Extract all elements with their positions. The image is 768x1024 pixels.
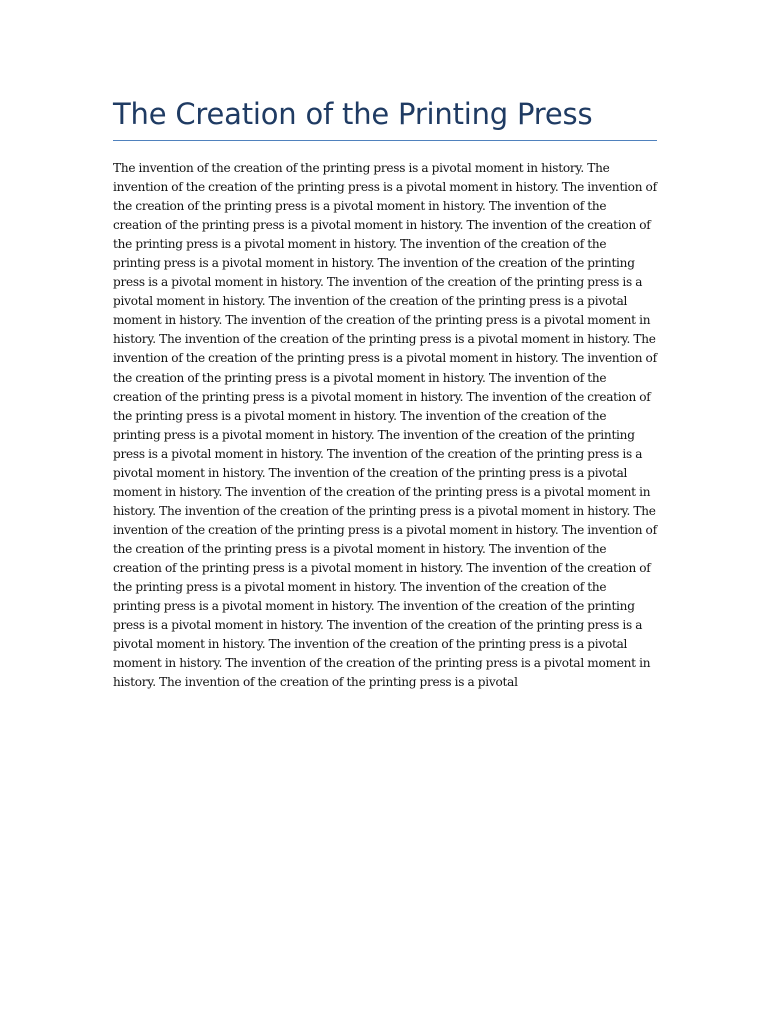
- document-title: The Creation of the Printing Press: [113, 94, 657, 141]
- body-paragraph: The invention of the creation of the printing press is a pivotal moment in history. The invention of the creation of the printing press is a pivotal moment in history. The invention of the creation of the printing press is a pivotal moment in history. The invention of the creation of the printing press is a pivotal moment in history. The invention of the creation of the printing press is a pivotal moment in history. The invention of the creation of the printing press is a pivotal moment in history. The invention of the creation of the printing press is a pivotal moment in history. The invention of the creation of the printing press is a pivotal moment in history. The invention of the creation of the printing press is a pivotal moment in history. The invention of the creation of the printing press is a pivotal moment in history. The invention of the creation of the printing press is a pivotal moment in history. The invention of the creation of the printing press is a pivotal moment in history. The invention of the creation of the printing press is a pivotal moment in history. The invention of the creation of the printing press is a pivotal moment in history. The invention of the creation of the printing press is a pivotal moment in history. The invention of the creation of the printing press is a pivotal moment in history. The invention of the creation of the printing press is a pivotal moment in history. The invention of the creation of the printing press is a pivotal moment in history. The invention of the creation of the printing press is a pivotal moment in history. The invention of the creation of the printing press is a pivotal moment in history. The invention of the creation of the printing press is a pivotal moment in history. The invention of the creation of the printing press is a pivotal moment in history. The invention of the creation of the printing press is a pivotal moment in history. The invention of the creation of the printing press is a pivotal moment in history. The invention of the creation of the printing press is a pivotal moment in history. The invention of the creation of the printing press is a pivotal moment in history. The invention of the creation of the printing press is a pivotal moment in history. The invention of the creation of the printing press is a pivotal moment in history. The invention of the creation of the printing press is a pivotal moment in history. The invention of the creation of the printing press is a pivotal moment in history. The invention of the creation of the printing press is a pivotal: [113, 161, 657, 690]
- document-content: [113, 94, 657, 692]
